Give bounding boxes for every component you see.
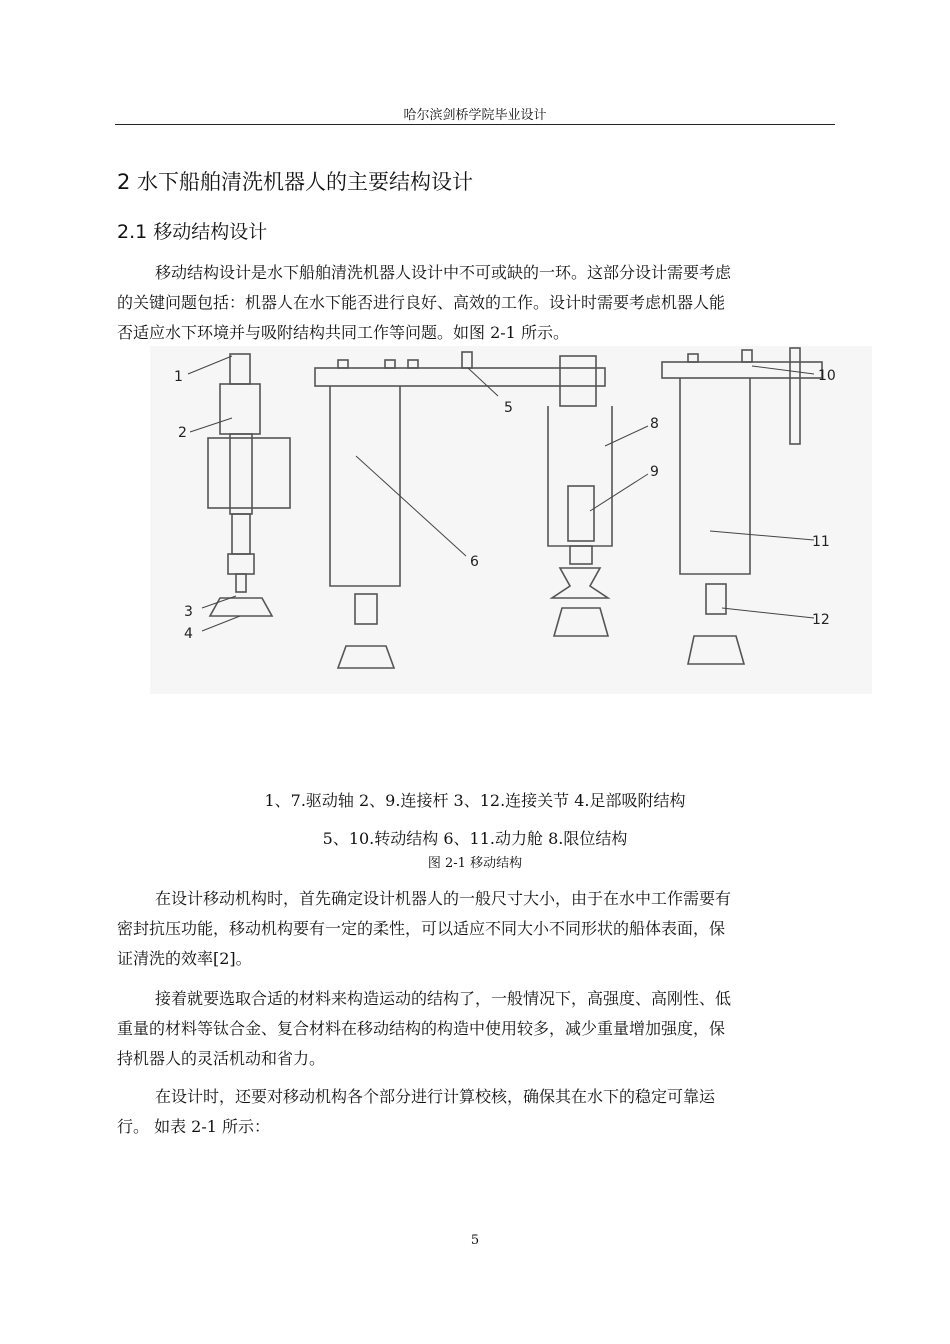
figure-label: 10 — [818, 368, 836, 384]
paragraph-line: 在设计移动机构时，首先确定设计机器人的一般尺寸大小，由于在水中工作需要有 — [155, 889, 732, 908]
paragraph-4 — [117, 1082, 837, 1142]
header-rule — [115, 124, 835, 125]
mechanism-drawing — [150, 346, 872, 694]
paragraph-line: 证清洗的效率[2]。 — [117, 949, 252, 968]
figure-label: 6 — [470, 554, 479, 570]
paragraph-3 — [117, 984, 837, 1074]
figure-legend-line: 5、10.转动结构 6、11.动力舱 8.限位结构 — [322, 829, 628, 848]
paragraph-line: 密封抗压功能，移动机构要有一定的柔性，可以适应不同大小不同形状的船体表面，保 — [117, 919, 726, 938]
paragraph-line: 在设计时，还要对移动机构各个部分进行计算校核，确保其在水下的稳定可靠运 — [155, 1087, 716, 1106]
paragraph-line: 持机器人的灵活机动和省力。 — [117, 1049, 326, 1068]
section-title: 2.1 移动结构设计 — [117, 221, 268, 243]
figure-label: 2 — [178, 425, 187, 441]
paragraph-line: 接着就要选取合适的材料来构造运动的结构了，一般情况下，高强度、高刚性、低 — [155, 989, 732, 1008]
running-header: 哈尔滨剑桥学院毕业设计 — [403, 108, 547, 123]
intro-line: 否适应水下环境并与吸附结构共同工作等问题。如图 2-1 所示。 — [117, 323, 569, 342]
figure-label: 8 — [650, 416, 659, 432]
figure-label: 11 — [812, 534, 830, 550]
intro-paragraph — [117, 258, 837, 348]
figure-label: 4 — [184, 626, 193, 642]
figure-label: 1 — [174, 369, 183, 385]
figure-label: 12 — [812, 612, 830, 628]
intro-line: 移动结构设计是水下船舶清洗机器人设计中不可或缺的一环。这部分设计需要考虑 — [155, 263, 732, 282]
figure-2-1 — [150, 346, 872, 694]
paragraph-line: 行。 如表 2-1 所示： — [117, 1117, 271, 1136]
figure-label: 5 — [504, 400, 513, 416]
figure-label: 9 — [650, 464, 659, 480]
figure-label: 3 — [184, 604, 193, 620]
paragraph-2 — [117, 884, 837, 974]
page-number: 5 — [470, 1233, 480, 1248]
intro-line: 的关键问题包括：机器人在水下能否进行良好、高效的工作。设计时需要考虑机器人能 — [117, 293, 726, 312]
paragraph-line: 重量的材料等钛合金、复合材料在移动结构的构造中使用较多，减少重量增加强度，保 — [117, 1019, 726, 1038]
chapter-title: 2 水下船舶清洗机器人的主要结构设计 — [117, 170, 474, 194]
figure-caption: 图 2-1 移动结构 — [427, 856, 523, 871]
figure-legend-line: 1、7.驱动轴 2、9.连接杆 3、12.连接关节 4.足部吸附结构 — [264, 791, 686, 810]
